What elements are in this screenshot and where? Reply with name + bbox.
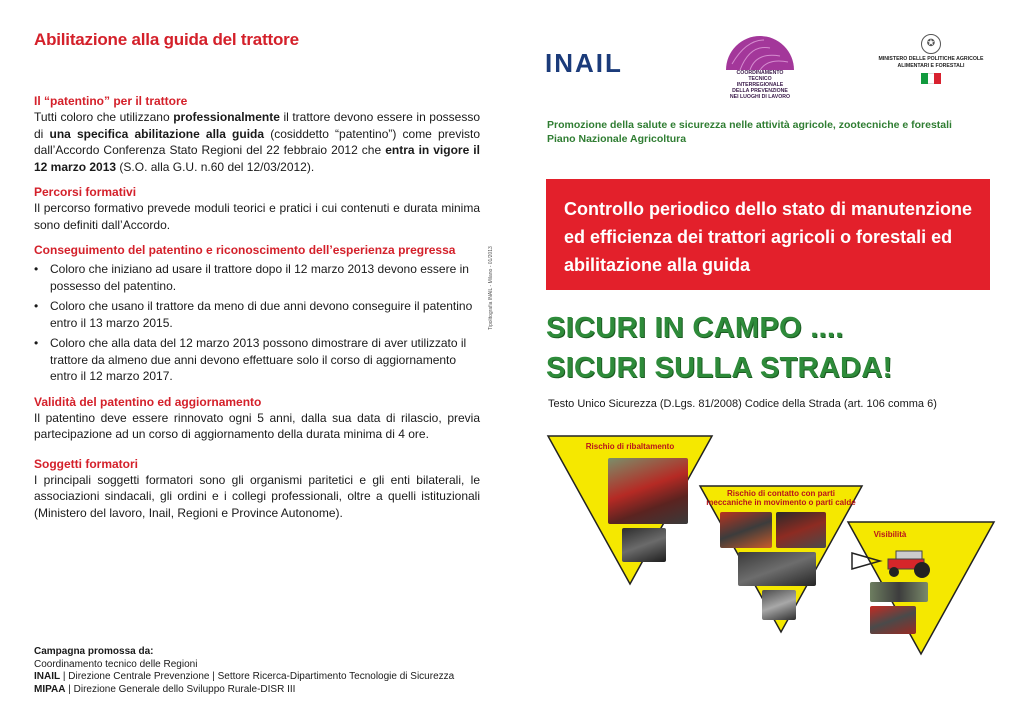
machinery-photo-1	[720, 512, 772, 548]
ministero-text: MINISTERO DELLE POLITICHE AGRICOLE ALIMENTARI E FORESTALI	[878, 56, 984, 69]
footer-line-inail: INAIL | Direzione Centrale Prevenzione | Settore Ricerca-Dipartimento Tecnologie di Sicurezza	[34, 671, 455, 682]
slogan-line-1: SICURI IN CAMPO ....	[546, 312, 844, 344]
list-item: • Coloro che usano il trattore da meno di due anni devono conseguire il patentino entro il 13 marzo 2015.	[34, 298, 480, 331]
promo-text: Promozione della salute e sicurezza nelle attività agricole, zootecniche e forestali Piano Nazionale Agricoltura	[547, 119, 952, 145]
republic-emblem-icon: ✪	[921, 34, 941, 54]
visibility-tractor-icon	[850, 545, 940, 579]
machinery-photo-4	[762, 590, 796, 620]
tractor-photo	[608, 458, 688, 524]
left-column	[34, 30, 480, 521]
machinery-photo-2	[776, 512, 826, 548]
section-heading-soggetti: Soggetti formatori	[34, 456, 138, 471]
inail-logo: INAIL	[545, 48, 623, 78]
slogan	[546, 308, 892, 388]
footer-line-regioni: Coordinamento tecnico delle Regioni	[34, 658, 198, 670]
section-text-validita: Il patentino deve essere rinnovato ogni 5 anni, dalla sua data di rilascio, previa partecipazione ad un corso di aggiornamento della durata minima di 4 ore.	[34, 410, 480, 441]
tractor-seat-photo	[622, 528, 666, 562]
list-item: • Coloro che alla data del 12 marzo 2013 possono dimostrare di aver utilizzato il trattore da almeno due anni devono effettuare solo il corso di aggiornamento entro il 12 marzo 2017.	[34, 335, 480, 385]
headline-text: Controllo periodico dello stato di manutenzione ed efficienza dei trattori agricoli o forestali ed abilitazione alla guida	[564, 199, 973, 275]
headline-box	[546, 179, 990, 290]
machinery-photo-3	[738, 552, 816, 586]
triangle-label-moving-parts: Rischio di contatto con parti meccaniche in movimento o parti calde	[706, 489, 856, 507]
section-text-soggetti: I principali soggetti formatori sono gli organismi paritetici e gli enti bilaterali, le associazioni sindacali, gli ordini e i collegi professionali, oltre a quelli istituzionali (Ministero del lavoro, Inail, Regioni e Province Autonome).	[34, 472, 480, 520]
section-heading-validita: Validità del patentino ed aggiornamento	[34, 394, 262, 409]
print-note: Tipolitografia INAIL - Milano - 01/2013	[488, 246, 494, 330]
conseguimento-list	[34, 261, 480, 385]
italian-flag-icon	[921, 73, 941, 84]
ministero-logo	[866, 34, 996, 84]
triangle-label-visibility: Visibilità	[873, 530, 907, 539]
section-text-percorsi: Il percorso formativo prevede moduli teorici e pratici i cui contenuti e durata minima sono definiti dall’Accordo.	[34, 201, 480, 232]
section-heading-patentino: Il “patentino” per il trattore	[34, 94, 188, 108]
legal-reference: Testo Unico Sicurezza (D.Lgs. 81/2008) Codice della Strada (art. 106 comma 6)	[548, 398, 937, 410]
tractor-side-photo	[870, 582, 928, 602]
section-text-patentino: Tutti coloro che utilizzano professionalmente il trattore devono essere in possesso di una specifica abilitazione alla guida (cosiddetto “patentino”) come previsto dall’Accordo Conferenza Stato Regioni del 22 febbraio 2012 che entra in vigore il 12 marzo 2013 (S.O. alla G.U. n.60 del 12/03/2012).	[34, 110, 481, 174]
tractor-mirror-photo	[870, 606, 916, 634]
campaign-footer	[34, 646, 494, 696]
page-title: Abilitazione alla guida del trattore	[34, 30, 299, 49]
footer-line-mipaa: MIPAA | Direzione Generale dello Sviluppo Rurale-DISR III	[34, 683, 296, 695]
list-item: • Coloro che iniziano ad usare il trattore dopo il 12 marzo 2013 devono essere in possesso del patentino.	[34, 261, 480, 294]
section-heading-conseguimento: Conseguimento del patentino e riconoscimento dell’esperienza pregressa	[34, 243, 456, 257]
section-heading-percorsi: Percorsi formativi	[34, 185, 137, 199]
triangle-label-rollover: Rischio di ribaltamento	[585, 442, 675, 451]
coordinamento-text: COORDINAMENTO TECNICO INTERREGIONALE DELLA PREVENZIONE NEI LUOGHI DI LAVORO	[729, 70, 791, 100]
slogan-line-2: SICURI SULLA STRADA!	[546, 352, 893, 384]
footer-heading: Campagna promossa da:	[34, 646, 154, 657]
